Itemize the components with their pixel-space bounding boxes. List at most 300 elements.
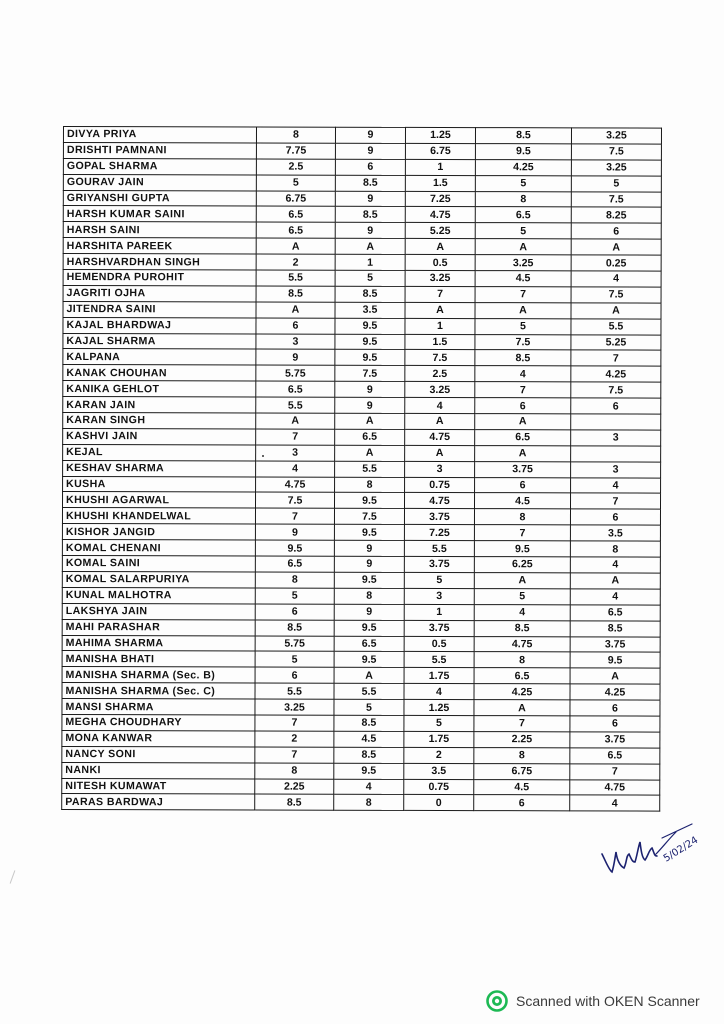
student-name-cell: KUSHA [63, 476, 256, 492]
score-cell: 5 [475, 175, 571, 191]
score-cell: 5 [334, 699, 404, 715]
score-cell: 2 [255, 731, 334, 747]
score-cell: 9 [334, 540, 404, 556]
student-name-cell: KOMAL SALARPURIYA [62, 571, 255, 587]
score-cell: 8.5 [255, 620, 334, 636]
table-row [63, 317, 661, 334]
score-cell: 9 [335, 143, 405, 159]
score-cell: 6 [571, 223, 661, 239]
score-cell: 9.5 [334, 620, 404, 636]
score-cell: 4 [571, 477, 661, 493]
score-cell: 4.5 [474, 779, 570, 795]
score-cell: 7 [255, 715, 334, 731]
score-cell: 7 [570, 763, 660, 779]
score-cell: 1 [404, 604, 474, 620]
table-row [62, 508, 660, 525]
student-name-cell: MANISHA BHATI [62, 651, 255, 667]
score-cell: 0.75 [404, 779, 474, 795]
score-cell: 9.5 [335, 350, 405, 366]
score-cell: 6.5 [334, 636, 404, 652]
score-cell: 1 [335, 254, 405, 270]
score-cell: 9 [335, 381, 405, 397]
score-cell: 9.5 [335, 318, 405, 334]
score-cell: 5.5 [404, 652, 474, 668]
score-cell: 3.25 [571, 128, 661, 144]
table-row [63, 222, 661, 239]
score-cell: 9 [334, 556, 404, 572]
student-name-cell: DRISHTI PAMNANI [63, 142, 256, 158]
score-cell: 9 [335, 127, 405, 143]
score-cell: 5 [256, 175, 335, 191]
score-cell: 4 [570, 589, 660, 605]
table-row [62, 762, 660, 779]
score-cell: 4.5 [334, 731, 404, 747]
score-cell: A [405, 413, 475, 429]
score-cell: 6 [255, 604, 334, 620]
table-row [63, 127, 661, 144]
score-cell: 4 [405, 398, 475, 414]
score-cell: 4 [571, 271, 661, 287]
score-cell: 5.25 [571, 334, 661, 350]
score-cell: 8 [474, 747, 570, 763]
score-cell: 7.5 [405, 350, 475, 366]
score-cell: 9 [334, 604, 404, 620]
score-cell: 4 [404, 684, 474, 700]
score-cell: 5 [404, 572, 474, 588]
score-cell: 4 [256, 461, 335, 477]
score-cell: 9.5 [334, 572, 404, 588]
score-cell: A [475, 414, 571, 430]
table-row [63, 413, 661, 430]
score-cell: 9.5 [474, 541, 570, 557]
table-row [62, 714, 660, 731]
score-cell: 5.25 [405, 223, 475, 239]
score-cell: A [475, 302, 571, 318]
oken-scanner-logo-icon [486, 990, 508, 1012]
score-cell: 4.75 [405, 207, 475, 223]
score-cell: A [405, 445, 475, 461]
student-name-cell: MAHIMA SHARMA [62, 635, 255, 651]
student-name-cell: PARAS BARDWAJ [62, 794, 255, 810]
score-cell: 8 [334, 588, 404, 604]
table-row [62, 794, 660, 811]
table-row [63, 349, 661, 366]
table-row [63, 428, 661, 445]
score-cell: 7.5 [571, 287, 661, 303]
score-cell: 4.75 [405, 429, 475, 445]
score-cell: 3.75 [475, 461, 571, 477]
table-row [63, 301, 661, 318]
score-cell: 8 [255, 763, 334, 779]
score-cell: 7 [571, 350, 661, 366]
scanner-watermark [486, 990, 700, 1012]
score-cell: 8.5 [334, 747, 404, 763]
student-name-cell: KOMAL CHENANI [62, 540, 255, 556]
score-cell: 9.5 [255, 540, 334, 556]
score-cell: 8.5 [334, 715, 404, 731]
score-cell: 6.75 [474, 763, 570, 779]
score-cell: 3.25 [571, 160, 661, 176]
score-cell: 7 [570, 493, 660, 509]
score-cell: 9 [335, 191, 405, 207]
student-name-cell: KANAK CHOUHAN [63, 365, 256, 381]
table-row [62, 524, 660, 541]
score-cell: 4.25 [475, 159, 571, 175]
score-cell: 6 [570, 716, 660, 732]
score-cell: 3.25 [405, 382, 475, 398]
score-cell: 5 [475, 223, 571, 239]
score-cell: 9.5 [334, 524, 404, 540]
score-cell: 5 [404, 715, 474, 731]
score-cell: 2.25 [255, 779, 334, 795]
student-name-cell: DIVYA PRIYA [63, 127, 256, 143]
table-row [63, 270, 661, 287]
table-row [63, 174, 661, 191]
score-cell: 5 [255, 651, 334, 667]
score-cell: A [334, 667, 404, 683]
score-cell: A [335, 238, 405, 254]
score-cell: 5 [474, 588, 570, 604]
score-cell: 6.75 [405, 143, 475, 159]
student-name-cell: KOMAL SAINI [62, 556, 255, 572]
score-cell: 4.75 [570, 779, 660, 795]
table-row [62, 746, 660, 763]
score-cell: 9 [256, 349, 335, 365]
score-cell: 0 [404, 795, 474, 811]
student-name-cell: HARSH SAINI [63, 222, 256, 238]
score-cell: 4 [570, 795, 660, 811]
table-row [63, 492, 661, 509]
table-row [63, 238, 661, 255]
table-row [62, 540, 660, 557]
score-cell: A [474, 573, 570, 589]
score-cell: 0.75 [405, 477, 475, 493]
score-cell: 4.25 [474, 684, 570, 700]
score-cell [571, 446, 661, 462]
score-cell: 9.5 [334, 493, 404, 509]
score-cell: A [570, 573, 660, 589]
score-cell: 7.5 [334, 509, 404, 525]
score-cell: 3 [404, 588, 474, 604]
table-row [63, 333, 661, 350]
score-cell: 4.25 [571, 366, 661, 382]
table-row [63, 190, 661, 207]
score-cell: 4 [570, 557, 660, 573]
scan-edge-mark [10, 870, 16, 883]
score-cell: 1.25 [404, 699, 474, 715]
score-cell: 3.75 [404, 556, 474, 572]
table-row [62, 778, 660, 795]
student-name-cell: NANCY SONI [62, 746, 255, 762]
score-cell: 5.5 [256, 270, 335, 286]
student-name-cell: GOPAL SHARMA [63, 158, 256, 174]
score-cell: 9.5 [334, 763, 404, 779]
score-cell: 3.5 [335, 302, 405, 318]
score-cell: 3.5 [404, 763, 474, 779]
score-cell: 8 [474, 652, 570, 668]
score-cell: 6 [335, 159, 405, 175]
score-cell: 4.75 [404, 493, 474, 509]
score-cell: 8.5 [475, 128, 571, 144]
student-name-cell: MAHI PARASHAR [62, 619, 255, 635]
score-cell: A [474, 700, 570, 716]
score-cell: 9 [255, 524, 334, 540]
table-row [63, 476, 661, 493]
table-row [63, 158, 661, 175]
score-cell: 8 [255, 572, 334, 588]
score-cell: A [335, 413, 405, 429]
student-name-cell: KEJAL [63, 444, 256, 460]
score-cell: 5.5 [256, 397, 335, 413]
student-name-cell: KAJAL SHARMA [63, 333, 256, 349]
score-cell: A [570, 668, 660, 684]
score-cell [571, 414, 661, 430]
score-cell: A [475, 239, 571, 255]
marks-table-body [62, 127, 662, 812]
score-cell: 0.25 [571, 255, 661, 271]
score-cell: A [405, 239, 475, 255]
score-cell: 1 [405, 159, 475, 175]
table-row [62, 651, 660, 668]
table-row [63, 206, 661, 223]
table-row [63, 381, 661, 398]
student-name-cell: LAKSHYA JAIN [62, 603, 255, 619]
student-name-cell: MONA KANWAR [62, 730, 255, 746]
table-row [62, 699, 660, 716]
score-cell: 8.5 [335, 207, 405, 223]
score-cell: 7 [256, 429, 335, 445]
score-cell: 5.5 [334, 683, 404, 699]
score-cell: 9.5 [475, 143, 571, 159]
score-cell: 8.5 [255, 794, 334, 810]
score-cell: 7.5 [335, 366, 405, 382]
score-cell: 6 [570, 700, 660, 716]
score-cell: 1.25 [405, 127, 475, 143]
score-cell: 3 [405, 461, 475, 477]
student-name-cell: GOURAV JAIN [63, 174, 256, 190]
table-row [62, 730, 660, 747]
score-cell: 6 [475, 398, 571, 414]
score-cell: 6.5 [474, 668, 570, 684]
student-name-cell: KASHVI JAIN [63, 428, 256, 444]
score-cell: 4 [475, 366, 571, 382]
student-name-cell: HEMENDRA PUROHIT [63, 270, 256, 286]
table-row [62, 571, 660, 588]
table-row [62, 683, 660, 700]
student-name-cell: KARAN JAIN [63, 397, 256, 413]
score-cell: 5.5 [335, 461, 405, 477]
score-cell: 1.5 [405, 334, 475, 350]
table-row [62, 619, 660, 636]
score-cell: A [256, 413, 335, 429]
score-cell: 5.5 [255, 683, 334, 699]
student-name-cell: KESHAV SHARMA [63, 460, 256, 476]
scanner-watermark-text: Scanned with OKEN Scanner [516, 993, 700, 1009]
score-cell: 7 [474, 525, 570, 541]
score-cell: 3.75 [570, 732, 660, 748]
score-cell: 6.5 [570, 748, 660, 764]
score-cell: 5.75 [256, 365, 335, 381]
student-name-cell: HARSH KUMAR SAINI [63, 206, 256, 222]
score-cell: 0.5 [405, 255, 475, 271]
score-cell: 7 [255, 747, 334, 763]
score-cell: 8.25 [571, 207, 661, 223]
score-cell: 8 [335, 477, 405, 493]
table-row [63, 460, 661, 477]
score-cell: 7.5 [571, 382, 661, 398]
score-cell: 3.75 [404, 509, 474, 525]
score-cell: 4.5 [474, 493, 570, 509]
score-cell: 6.5 [475, 430, 571, 446]
score-cell: 6.5 [475, 207, 571, 223]
score-cell: 6.5 [335, 429, 405, 445]
score-cell: 6 [255, 667, 334, 683]
score-cell: 6 [475, 477, 571, 493]
student-name-cell: KALPANA [63, 349, 256, 365]
student-name-cell: KARAN SINGH [63, 413, 256, 429]
score-cell: 8 [334, 795, 404, 811]
score-cell: 3.75 [570, 636, 660, 652]
student-name-cell: KUNAL MALHOTRA [62, 587, 255, 603]
score-cell: 5 [335, 270, 405, 286]
score-cell: 3 [256, 334, 335, 350]
score-cell: 4 [334, 779, 404, 795]
table-row [62, 667, 660, 684]
table-row [62, 556, 660, 573]
table-row [62, 587, 660, 604]
student-name-cell: JAGRITI OJHA [63, 285, 256, 301]
score-cell: 4.25 [570, 684, 660, 700]
score-cell: 5 [475, 318, 571, 334]
score-cell: 8 [570, 541, 660, 557]
score-cell: A [475, 445, 571, 461]
score-cell: 7.5 [571, 144, 661, 160]
score-cell: 9.5 [570, 652, 660, 668]
table-row [63, 285, 661, 302]
score-cell: 5.5 [404, 541, 474, 557]
score-cell: 3.75 [404, 620, 474, 636]
score-cell: 6.75 [256, 191, 335, 207]
table-row [63, 142, 661, 159]
score-cell: 2 [256, 254, 335, 270]
stray-dot [262, 455, 264, 457]
score-cell: 8.5 [475, 350, 571, 366]
table-row [62, 635, 660, 652]
score-cell: 7.25 [405, 191, 475, 207]
score-cell: 7 [475, 382, 571, 398]
student-name-cell: MANSI SHARMA [62, 699, 255, 715]
score-cell: 1.75 [404, 668, 474, 684]
student-name-cell: KHUSHI AGARWAL [63, 492, 256, 508]
signature-date: 5/02/24 [661, 834, 701, 865]
table-row [63, 444, 661, 461]
student-name-cell: KAJAL BHARDWAJ [63, 317, 256, 333]
score-cell: 4.75 [474, 636, 570, 652]
student-name-cell: GRIYANSHI GUPTA [63, 190, 256, 206]
score-cell: 5.5 [571, 319, 661, 335]
table-row [63, 365, 661, 382]
score-cell: 8.5 [570, 620, 660, 636]
student-name-cell: HARSHITA PAREEK [63, 238, 256, 254]
score-cell: 2.5 [256, 159, 335, 175]
student-name-cell: KISHOR JANGID [62, 524, 255, 540]
score-cell: 8 [475, 191, 571, 207]
score-cell: 3 [571, 430, 661, 446]
student-name-cell: NANKI [62, 762, 255, 778]
score-cell: 2 [404, 747, 474, 763]
score-cell: 6 [571, 398, 661, 414]
score-cell: 1.75 [404, 731, 474, 747]
score-cell: 1.5 [405, 175, 475, 191]
score-cell: 0.5 [404, 636, 474, 652]
score-cell: 8.5 [335, 175, 405, 191]
score-cell: 7 [474, 716, 570, 732]
student-name-cell: HARSHVARDHAN SINGH [63, 254, 256, 270]
score-cell: 9 [335, 223, 405, 239]
score-cell: A [256, 302, 335, 318]
student-name-cell: NITESH KUMAWAT [62, 778, 255, 794]
score-cell: 6.5 [570, 605, 660, 621]
score-cell: 1 [405, 318, 475, 334]
score-cell: 7.5 [571, 191, 661, 207]
score-cell: 4.75 [256, 477, 335, 493]
score-cell: 3.25 [255, 699, 334, 715]
score-cell: 8.5 [335, 286, 405, 302]
student-name-cell: JITENDRA SAINI [63, 301, 256, 317]
score-cell: 8 [256, 127, 335, 143]
score-cell: 8 [474, 509, 570, 525]
score-cell: 7.25 [404, 525, 474, 541]
score-cell: A [335, 445, 405, 461]
student-name-cell: MANISHA SHARMA (Sec. B) [62, 667, 255, 683]
score-cell: A [405, 302, 475, 318]
score-cell: 6 [474, 795, 570, 811]
score-cell: 2.5 [405, 366, 475, 382]
score-cell: 6.5 [256, 381, 335, 397]
score-cell: 4.5 [475, 271, 571, 287]
score-cell: 9.5 [335, 334, 405, 350]
score-cell: 2.25 [474, 731, 570, 747]
score-cell: 6.5 [256, 222, 335, 238]
score-cell: 7.5 [255, 492, 334, 508]
score-cell: 6 [570, 509, 660, 525]
score-cell: 7 [255, 508, 334, 524]
score-cell: 7 [475, 286, 571, 302]
score-cell: 5 [571, 176, 661, 192]
score-cell: 3 [571, 462, 661, 478]
score-cell: 6.5 [256, 206, 335, 222]
score-cell: 7.5 [475, 334, 571, 350]
score-cell: 8.5 [256, 286, 335, 302]
marks-table [61, 126, 662, 812]
score-cell: 8.5 [474, 620, 570, 636]
score-cell: 3.25 [405, 270, 475, 286]
score-cell: 7.75 [256, 143, 335, 159]
student-name-cell: KANIKA GEHLOT [63, 381, 256, 397]
score-cell: 3 [256, 445, 335, 461]
score-cell: 6 [256, 318, 335, 334]
table-row [62, 603, 660, 620]
student-name-cell: MANISHA SHARMA (Sec. C) [62, 683, 255, 699]
score-cell: A [256, 238, 335, 254]
table-row [63, 397, 661, 414]
score-cell: A [571, 303, 661, 319]
student-name-cell: KHUSHI KHANDELWAL [62, 508, 255, 524]
score-cell: 3.25 [475, 255, 571, 271]
score-cell: 5.75 [255, 636, 334, 652]
score-cell: 7 [405, 286, 475, 302]
table-row [63, 254, 661, 271]
